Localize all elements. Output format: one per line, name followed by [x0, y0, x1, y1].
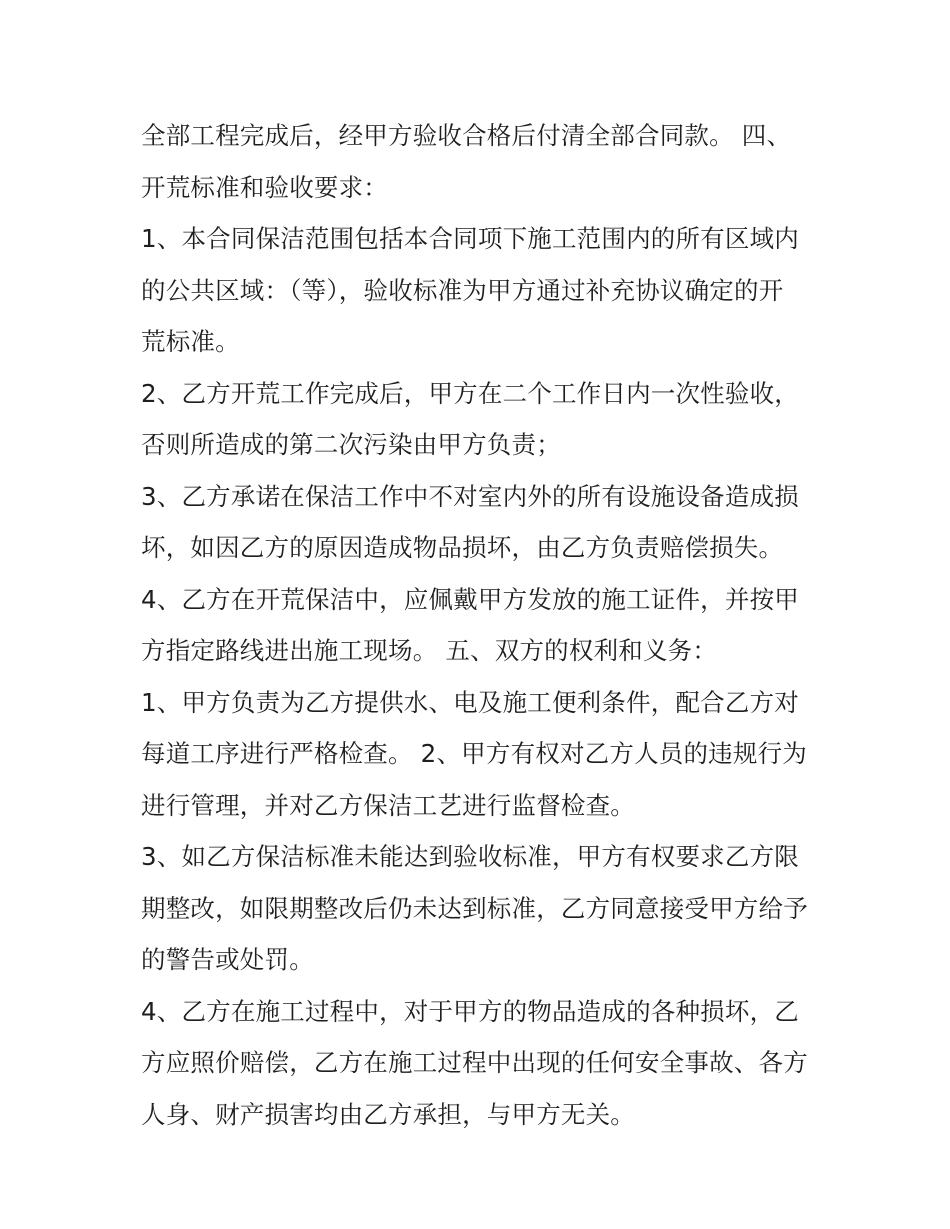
- text-line-5: 荒标准。: [141, 327, 240, 356]
- text-line-3: 1、本合同保洁范围包括本合同项下施工范围内的所有区域内: [141, 224, 799, 253]
- text-line-11: 方指定路线进出施工现场。 五、双方的权利和义务：: [141, 636, 718, 665]
- text-line-19: 方应照价赔偿，乙方在施工过程中出现的任何安全事故、各方: [141, 1048, 808, 1077]
- text-line-1: 全部工程完成后，经甲方验收合格后付清全部合同款。 四、: [141, 121, 792, 150]
- text-line-2: 开荒标准和验收要求：: [141, 172, 388, 202]
- text-line-14: 进行管理，并对乙方保洁工艺进行监督检查。: [141, 790, 635, 820]
- text-line-9: 坏，如因乙方的原因造成物品损坏，由乙方负责赔偿损失。: [141, 533, 784, 562]
- text-line-18: 4、乙方在施工过程中，对于甲方的物品造成的各种损坏，乙: [141, 996, 799, 1026]
- text-line-12: 1、甲方负责为乙方提供水、电及施工便利条件，配合乙方对: [141, 687, 799, 717]
- text-line-8: 3、乙方承诺在保洁工作中不对室内外的所有设施设备造成损: [141, 481, 799, 511]
- text-line-20: 人身、财产损害均由乙方承担，与甲方无关。: [141, 1099, 635, 1129]
- text-line-7: 否则所造成的第二次污染由甲方负责；: [141, 430, 561, 459]
- text-line-16: 期整改，如限期整改后仍未达到标准，乙方同意接受甲方给予: [141, 893, 808, 923]
- text-line-4: 的公共区域：（等），验收标准为甲方通过补充协议确定的开: [141, 275, 784, 305]
- document-body: [141, 110, 821, 1140]
- text-line-17: 的警告或处罚。: [141, 945, 314, 974]
- text-line-6: 2、乙方开荒工作完成后，甲方在二个工作日内一次性验收，: [141, 378, 799, 408]
- text-line-10: 4、乙方在开荒保洁中，应佩戴甲方发放的施工证件，并按甲: [141, 584, 799, 614]
- text-line-15: 3、如乙方保洁标准未能达到验收标准，甲方有权要求乙方限: [141, 842, 799, 871]
- text-line-13: 每道工序进行严格检查。 2、甲方有权对乙方人员的违规行为: [141, 739, 807, 768]
